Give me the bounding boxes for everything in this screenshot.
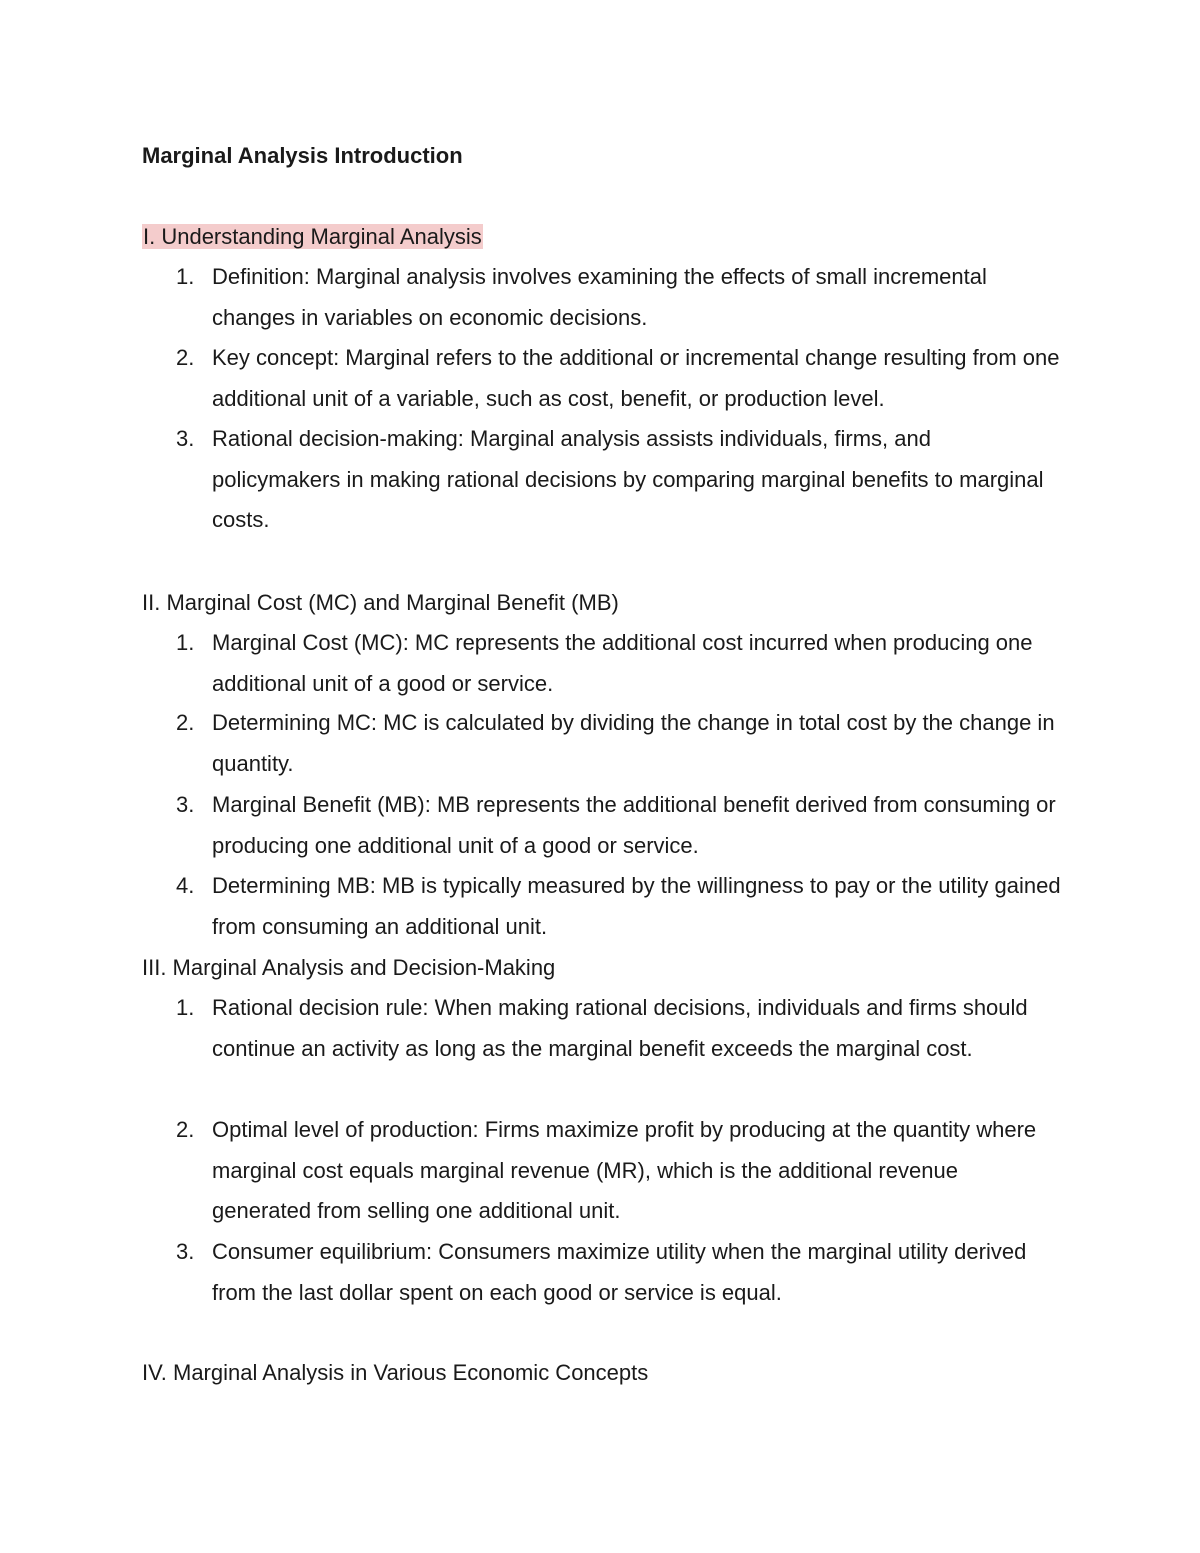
list-number: 1. [176,264,195,289]
list-number: 1. [176,630,195,655]
list-item [142,338,1062,419]
list-item [142,419,1062,541]
list-number: 2. [176,710,195,735]
list-number: 3. [176,792,195,817]
document-title: Marginal Analysis Introduction [142,143,463,168]
list-text: Optimal level of production: Firms maximize profit by producing at the quantity where marginal cost equals marginal revenue (MR), which is the additional revenue generated from selling one additional unit. [212,1117,1037,1224]
list-item [142,1110,1062,1232]
list-text: Determining MC: MC is calculated by dividing the change in total cost by the change in quantity. [212,710,1055,776]
list-text: Key concept: Marginal refers to the additional or incremental change resulting from one additional unit of a variable, such as cost, benefit, or production level. [212,345,1060,411]
list-text: Rational decision rule: When making rational decisions, individuals and firms should continue an activity as long as the marginal benefit exceeds the marginal cost. [212,995,1028,1061]
list-text: Consumer equilibrium: Consumers maximize utility when the marginal utility derived from the last dollar spent on each good or service is equal. [212,1239,1027,1305]
section-heading-3: III. Marginal Analysis and Decision-Making [142,955,556,980]
list-number: 3. [176,426,195,451]
section-heading-1 [142,222,483,252]
list-number: 1. [176,995,195,1020]
list-number: 4. [176,873,195,898]
list-number: 3. [176,1239,195,1264]
list-text: Marginal Cost (MC): MC represents the additional cost incurred when producing one additional unit of a good or service. [212,630,1033,696]
list-item [142,703,1062,784]
section-heading-4: IV. Marginal Analysis in Various Economic Concepts [142,1360,649,1385]
list-item [142,257,1062,338]
list-number: 2. [176,1117,195,1142]
list-text: Rational decision-making: Marginal analysis assists individuals, firms, and policymakers in making rational decisions by comparing marginal benefits to marginal costs. [212,426,1044,533]
list-item [142,866,1062,947]
highlighted-heading-text: I. Understanding Marginal Analysis [143,224,482,249]
list-item [142,1232,1062,1313]
list-item [142,988,1062,1069]
list-text: Marginal Benefit (MB): MB represents the additional benefit derived from consuming or producing one additional unit of a good or service. [212,792,1056,858]
list-text: Determining MB: MB is typically measured by the willingness to pay or the utility gained from consuming an additional unit. [212,873,1061,939]
list-item [142,623,1062,704]
list-text: Definition: Marginal analysis involves examining the effects of small incremental changes in variables on economic decisions. [212,264,987,330]
list-item [142,785,1062,866]
list-number: 2. [176,345,195,370]
section-heading-2: II. Marginal Cost (MC) and Marginal Benefit (MB) [142,590,619,615]
